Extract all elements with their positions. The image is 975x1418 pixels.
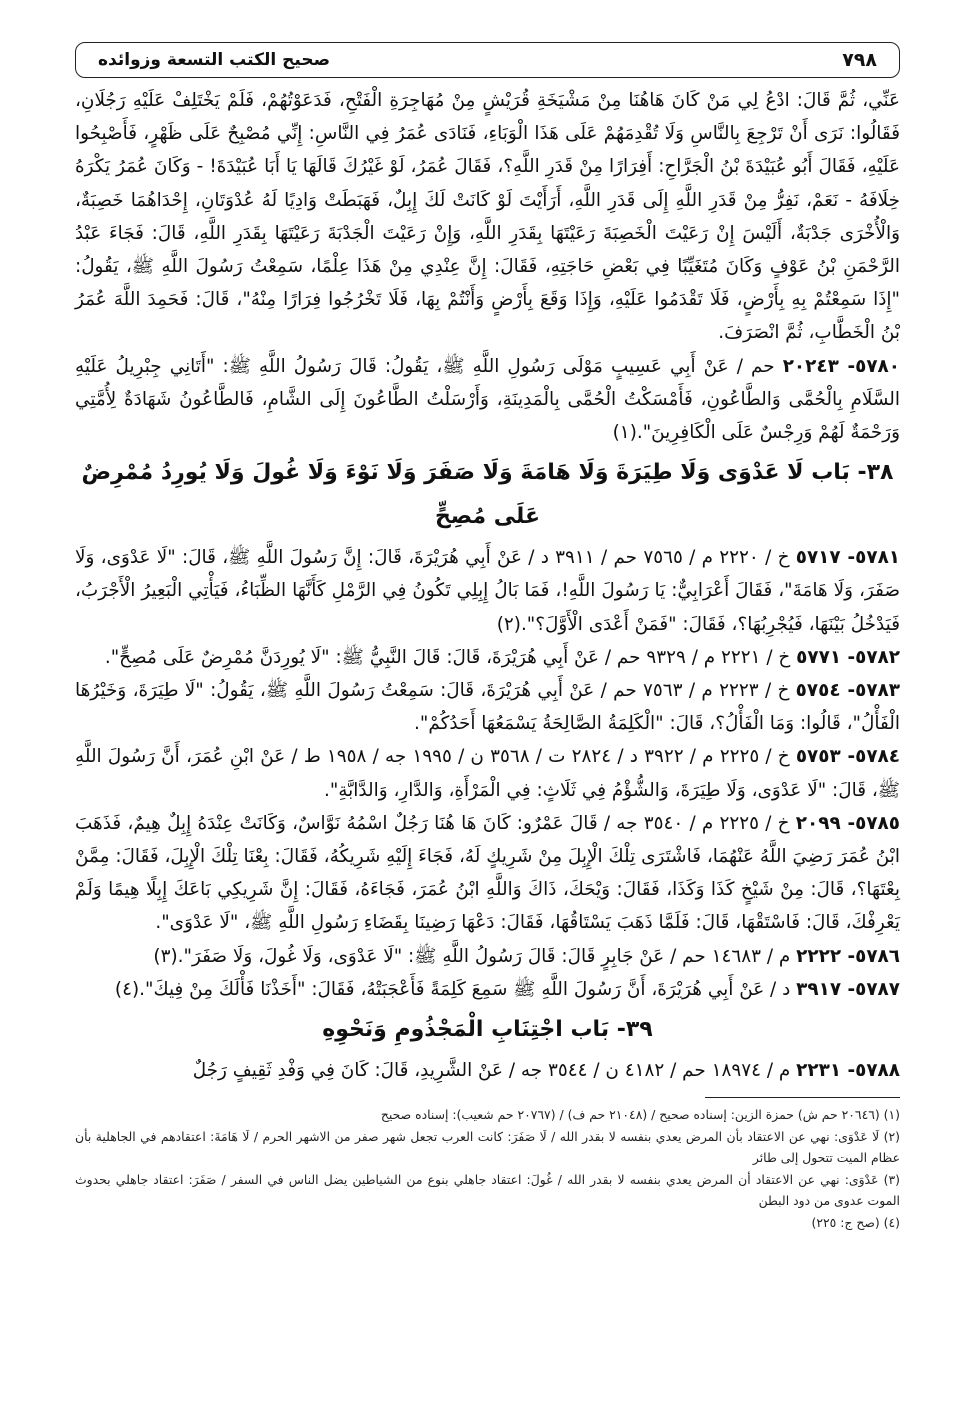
hadith-number: ٥٧٨٦- ٢٢٢٢ — [796, 945, 900, 967]
book-title: صحيح الكتب التسعة وزوائده — [98, 50, 330, 70]
hadith-continuation: عَنِّي، ثُمَّ قَالَ: ادْعُ لِي مَنْ كَانَ هَاهُنَا مِنْ مَشْيَخَةِ قُرَيْشٍ مِنْ مُهَاجِرَةِ الْفَتْحِ، فَدَعَوْتُهُمْ، فَلَمْ يَخْتَلِفْ عَلَيْهِ رَجُلَانِ، فَقَالُوا: نَرَى أَنْ تَرْجِعَ بِالنَّاسِ وَلَا تُقْدِمَهُمْ عَلَى هَذَا الْوَبَاءِ، فَنَادَى عُمَرُ فِي النَّاسِ: إِنِّي مُصْبِحٌ عَلَى ظَهْرٍ، فَأَصْبِحُوا عَلَيْهِ، فَقَالَ أَبُو عُبَيْدَةَ بْنُ الْجَرَّاحِ: أَفِرَارًا مِنْ قَدَرِ اللَّهِ؟، فَقَالَ عُمَرُ، لَوْ غَيْرُكَ قَالَهَا يَا أَبَا عُبَيْدَةَ! - وَكَانَ عُمَرُ يَكْرَهُ خِلَافَهُ - نَعَمْ، نَفِرُّ مِنْ قَدَرِ اللَّهِ إِلَى قَدَرِ اللَّهِ، أَرَأَيْتَ لَوْ كَانَتْ لَكَ إِبِلٌ، فَهَبَطَتْ وَادِيًا لَهُ عُدْوَتَانِ، إِحْدَاهُمَا خَصِبَةٌ، وَالْأُخْرَى جَدْبَةٌ، أَلَيْسَ إِنْ رَعَيْتَ الْخَصِبَةَ رَعَيْتَهَا بِقَدَرِ اللَّهِ، وَإِنْ رَعَيْتَ الْجَدْبَةَ رَعَيْتَهَا بِقَدَرِ اللَّهِ، قَالَ: فَجَاءَ عَبْدُ الرَّحْمَنِ بْنُ عَوْفٍ وَكَانَ مُتَغَيِّبًا فِي بَعْضِ حَاجَتِهِ، فَقَالَ: إِنَّ عِنْدِي مِنْ هَذَا عِلْمًا، سَمِعْتُ رَسُولَ اللَّهِ ﷺ، يَقُولُ: "إِذَا سَمِعْتُمْ بِهِ بِأَرْضٍ، فَلَا تَقْدَمُوا عَلَيْهِ، وَإِذَا وَقَعَ بِأَرْضٍ وَأَنْتُمْ بِهَا، فَلَا تَخْرُجُوا فِرَارًا مِنْهُ"، قَالَ: فَحَمِدَ اللَّهَ عُمَرُ بْنُ الْخَطَّابِ، ثُمَّ انْصَرَفَ. — [75, 90, 900, 344]
chapter-heading-39: ٣٩- بَاب اجْتِنَابِ الْمَجْذُومِ وَنَحْوِهِ — [322, 1017, 653, 1043]
hadith-5786 — [75, 940, 900, 973]
footnote-4: (٤) (صح ج: ٢٢٥) — [811, 1215, 900, 1231]
hadith-text: خ / ٢٢٢٥ م / ٣٥٤٠ جه / قَالَ عَمْرٌو: كَانَ هَا هُنَا رَجُلٌ اسْمُهُ نَوَّاسٌ، وَكَانَتْ عِنْدَهُ إِبِلٌ هِيمٌ، فَذَهَبَ ابْنُ عُمَرَ رَضِيَ اللَّهُ عَنْهُمَا، فَاشْتَرَى تِلْكَ الْإِبِلَ مِنْ شَرِيكٍ لَهُ، فَجَاءَ إِلَيْهِ شَرِيكُهُ، فَقَالَ: بِعْنَا تِلْكَ الْإِبِلَ، فَقَالَ: مِمَّنْ بِعْتَهَا؟، قَالَ: مِنْ شَيْخٍ كَذَا وَكَذَا، فَقَالَ: وَيْحَكَ، ذَاكَ وَاللَّهِ ابْنُ عُمَرَ، فَجَاءَهُ، فَقَالَ: إِنَّ شَرِيكِي بَاعَكَ إِبِلًا هِيمًا وَلَمْ يَعْرِفْكَ، قَالَ: فَاسْتَقْهَا، قَالَ: فَلَمَّا ذَهَبَ يَسْتَاقُهَا، فَقَالَ: دَعْهَا رَضِينَا بِقَضَاءِ رَسُولِ اللَّهِ ﷺ، "لَا عَدْوَى". — [75, 812, 900, 934]
hadith-5787 — [75, 973, 900, 1006]
hadith-5782 — [75, 641, 900, 674]
running-header — [75, 42, 900, 78]
hadith-text: م / ١٤٦٨٣ حم / عَنْ جَابِرٍ قَالَ: قَالَ رَسُولُ اللَّهِ ﷺ: "لَا عَدْوَى، وَلَا غُولَ، وَلَا صَفَرَ".(٣) — [153, 945, 797, 967]
main-text — [75, 84, 900, 1087]
hadith-text: م / ١٨٩٧٤ حم / ٤١٨٢ ن / ٣٥٤٤ جه / عَنْ الشَّرِيدِ، قَالَ: كَانَ فِي وَفْدِ ثَقِيفٍ رَجُلٌ — [192, 1060, 797, 1082]
hadith-text: خ / ٢٢٢٠ م / ٧٥٦٥ حم / ٣٩١١ د / عَنْ أَبِي هُرَيْرَةَ، قَالَ: إِنَّ رَسُولَ اللَّهِ ﷺ، قَالَ: "لَا عَدْوَى، وَلَا صَفَرَ، وَلَا هَامَةَ"، فَقَالَ أَعْرَابِيٌّ: يَا رَسُولَ اللَّهِ!، فَمَا بَالُ إِبِلِي تَكُونُ فِي الرَّمْلِ كَأَنَّهَا الظِّبَاءُ، فَيَأْتِي الْبَعِيرُ الْأَجْرَبُ، فَيَدْخُلُ بَيْنَهَا، فَيُجْرِبُهَا؟، فَقَالَ: "فَمَنْ أَعْدَى الْأَوَّلَ؟".(٢) — [75, 547, 900, 635]
footnote-2: (٢) لَا عَدْوَى: نهي عن الاعتقاد بأن المرض يعدي بنفسه لا بقدر الله / لَا صَفَرَ: كانت العرب تجعل شهر صفر من الاشهر الحرم / لَا هَامَةَ: اعتقادهم في الجاهلية بأن عظام الميت تتحول إلى طائر — [75, 1129, 900, 1166]
hadith-5788 — [75, 1054, 900, 1087]
hadith-number: ٥٧٨١- ٥٧١٧ — [795, 547, 901, 569]
hadith-number: ٥٧٨٢- ٥٧٧١ — [796, 646, 900, 668]
hadith-5780 — [75, 350, 900, 450]
page — [75, 42, 900, 1234]
hadith-number: ٥٧٨٥- ٢٠٩٩ — [795, 812, 900, 834]
hadith-number: ٥٧٨٨- ٢٢٣١ — [796, 1060, 900, 1082]
hadith-text: خ / ٢٢٢٥ م / ٣٩٢٢ د / ٢٨٢٤ ت / ٣٥٦٨ ن / ١٩٩٥ جه / ١٩٥٨ ط / عَنْ ابْنِ عُمَرَ، أَنَّ رَسُولَ اللَّهِ ﷺ، قَالَ: "لَا عَدْوَى، وَلَا طِيَرَةَ، وَالشُّؤْمُ فِي ثَلَاثٍ: فِي الْمَرْأَةِ، وَالدَّارِ، وَالدَّابَّةِ". — [75, 746, 900, 801]
hadith-number: ٥٧٨٤- ٥٧٥٣ — [795, 746, 900, 768]
hadith-text: حم / عَنْ أَبِي عَسِيبٍ مَوْلَى رَسُولِ اللَّهِ ﷺ، يَقُولُ: قَالَ رَسُولُ اللَّهِ ﷺ: "أَتَانِي جِبْرِيلُ عَلَيْهِ السَّلَامِ بِالْحُمَّى وَالطَّاعُونِ، فَأَمْسَكْتُ الْحُمَّى بِالْمَدِينَةِ، وَأَرْسَلْتُ الطَّاعُونَ إِلَى الشَّامِ، فَالطَّاعُونُ شَهَادَةٌ لِأُمَّتِي وَرَحْمَةٌ لَهُمْ وَرِجْسٌ عَلَى الْكَافِرِينَ".(١) — [75, 355, 900, 444]
hadith-text: خ / ٢٢٢١ م / ٩٣٢٩ حم / عَنْ أَبِي هُرَيْرَةَ، قَالَ: قَالَ النَّبِيُّ ﷺ: "لَا يُورِدَنَّ مُمْرِضٌ عَلَى مُصِحٍّ". — [104, 646, 797, 668]
hadith-text: د / عَنْ أَبِي هُرَيْرَةَ، أَنَّ رَسُولَ اللَّهِ ﷺ سَمِعَ كَلِمَةً فَأَعْجَبَتْهُ، فَقَالَ: "أَخَذْنَا فَأْلَكَ مِنْ فِيكَ".(٤) — [114, 978, 797, 1000]
footnote-separator — [705, 1097, 900, 1098]
hadith-5784 — [75, 740, 900, 806]
hadith-number: ٥٧٨٣- ٥٧٥٤ — [795, 680, 900, 702]
footnotes — [75, 1104, 900, 1233]
page-number: ٧٩٨ — [842, 49, 877, 71]
hadith-5781 — [75, 541, 900, 641]
hadith-text: خ / ٢٢٢٣ م / ٧٥٦٣ حم / عَنْ أَبِي هُرَيْرَةَ، قَالَ: سَمِعْتُ رَسُولَ اللَّهِ ﷺ، يَقُولُ: "لَا طِيَرَةَ، وَخَيْرُهَا الْفَأْلُ"، قَالُوا: وَمَا الْفَأْلُ؟، قَالَ: "الْكَلِمَةُ الصَّالِحَةُ يَسْمَعُهَا أَحَدُكُمْ". — [75, 680, 900, 735]
hadith-number: ٥٧٨٠- ٢٠٢٤٣ — [782, 355, 900, 377]
footnote-1: (١) (٢٠٦٤٦ حم ش) حمزة الزين: إسناده صحيح / (٢١٠٤٨ حم ف) / (٢٠٧٦٧ حم شعيب): إسناده صحيح — [380, 1107, 900, 1123]
footnote-3: (٣) عَدْوَى: نهي عن الاعتقاد أن المرض يعدي بنفسه لا بقدر الله / غُولَ: اعتقاد جاهلي بنوع من الشياطين يضل الناس في السفر / صَفَرَ: اعتقاد جاهلي بحدوث الموت عدوى من دود البطن — [75, 1172, 900, 1209]
hadith-number: ٥٧٨٧- ٣٩١٧ — [796, 978, 900, 1000]
chapter-heading-38: ٣٨- بَاب لَا عَدْوَى وَلَا طِيَرَةَ وَلَا هَامَةَ وَلَا صَفَرَ وَلَا نَوْءَ وَلَا غُولَ وَلَا يُورِدُ مُمْرِضٌ عَلَى مُصِحٍّ — [81, 460, 894, 530]
hadith-5785 — [75, 807, 900, 940]
hadith-5783 — [75, 674, 900, 740]
